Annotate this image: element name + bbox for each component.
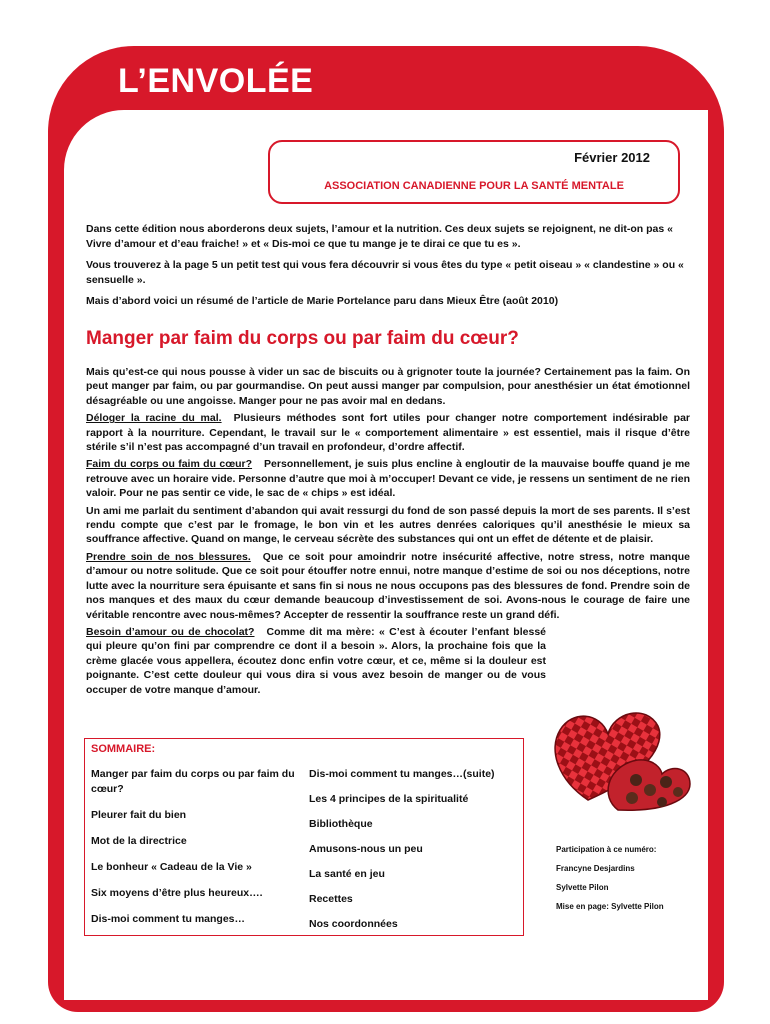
toc-item: Mot de la directrice xyxy=(91,835,187,847)
subheading: Déloger la racine du mal. xyxy=(86,412,222,425)
article-paragraph: Un ami me parlait du sentiment d’abandon qui avait ressurgi du fond de son passé depuis la mort de ses parents. Il s’est rendu compte que c’est par le fromage, le bon vin et les autres denrées caloriques qu’il anesthésie le mieux sa souffrance affective. Quand on mange, le cerveau sécrète des substances qui ont un effet de détente et de plaisir. xyxy=(86,504,690,546)
intro-paragraph: Dans cette édition nous aborderons deux sujets, l’amour et la nutrition. Ces deux sujets se rejoignent, ne dit-on pas « Vivre d’amour et d’eau fraiche! » et « Dis-moi ce que tu mange je te dirai ce que tu es ». xyxy=(86,223,673,250)
toc-left-column xyxy=(91,767,301,938)
newsletter-title: L’ENVOLÉE xyxy=(118,62,314,100)
article-paragraph: Mais qu’est-ce qui nous pousse à vider un sac de biscuits ou à grignoter toute la journée? Certainement pas la faim. On peut manger par faim, ou par gourmandise. On peut aussi manger par compulsion, pour anesthésier un état émotionnel désagréable ou une angoisse. Manger pour ne pas avoir mal en dedans. xyxy=(86,366,690,407)
toc-title: SOMMAIRE: xyxy=(91,743,156,755)
article-body xyxy=(86,365,690,700)
article-paragraph xyxy=(86,411,690,454)
toc-right-column xyxy=(309,767,519,942)
subheading: Prendre soin de nos blessures. xyxy=(86,550,251,563)
toc-item: Recettes xyxy=(309,893,353,905)
article-paragraph xyxy=(86,550,690,622)
toc-item: Bibliothèque xyxy=(309,818,373,830)
article-title: Manger par faim du corps ou par faim du cœur? xyxy=(86,328,519,349)
toc-item: Nos coordonnées xyxy=(309,918,398,930)
credit-name: Sylvette Pilon xyxy=(556,883,609,892)
toc-item: La santé en jeu xyxy=(309,868,385,880)
table-of-contents xyxy=(84,738,524,936)
credit-layout: Mise en page: Sylvette Pilon xyxy=(556,902,664,911)
paragraph-text: Que ce soit pour amoindrir notre insécurité affective, notre stress, notre manque d’amour ou notre solitude. Que ce soit pour étouffer notre ennui, notre manque d’estime de soi ou nos déceptions, notre lutte avec la nourriture sera épuisante et sans fin si nous ne nous occupons pas des blessures de fond. Prendre soin de nos manques et des maux du cœur demande beaucoup d’investissement de soi. Avons-nous le courage de faire une véritable rencontre avec nous-mêmes? Accepter de ressentir la souffrance reste un grand défi. xyxy=(86,550,690,621)
toc-item: Pleurer fait du bien xyxy=(91,809,187,821)
credit-name: Francyne Desjardins xyxy=(556,864,635,873)
chocolate-heart-box-image xyxy=(548,700,694,820)
subheading: Faim du corps ou faim du cœur? xyxy=(86,458,253,471)
paragraph-text: qui vous dira si vous avez besoin de manger ou de vous occuper de votre manque d’amour. xyxy=(86,669,546,696)
paragraph-text: Personnellement, je suis plus encline à engloutir de la mauvaise bouffe quand je me retrouve avec un horaire vide. Personne d’autre que moi à m’occuper! Devant ce vide, je ressens un sentiment de ne rien valoir. Pour ne pas sentir ce vide, le sac de « chips » est idéal. xyxy=(86,458,690,500)
issue-date: Février 2012 xyxy=(574,150,650,165)
paragraph-text: Comme dit ma mère: « C’est à écouter l’enfant blessé qui pleure qu’on fini par comprendre ce dont il a besoin ». Alors, la prochaine fois que la crème glacée vous appellera, écoutez donc enfin votre cœur, et ce, même si la douleur est poignante. C’est cette douleur xyxy=(86,625,546,682)
issue-box xyxy=(268,140,680,204)
toc-item: Dis-moi comment tu manges… xyxy=(91,913,246,925)
credits-heading: Participation à ce numéro: xyxy=(556,845,657,854)
intro-paragraph: Mais d’abord voici un résumé de l’article de Marie Portelance paru dans Mieux Être (août 2010) xyxy=(86,295,559,307)
credits xyxy=(556,844,704,918)
toc-item: Les 4 principes de la spiritualité xyxy=(309,793,469,805)
intro-paragraph: Vous trouverez à la page 5 un petit test qui vous fera découvrir si vous êtes du type « petit oiseau » « clandestine » ou « sensuelle ». xyxy=(86,259,684,286)
association-name: ASSOCIATION CANADIENNE POUR LA SANTÉ MENTALE xyxy=(324,180,624,192)
subheading: Besoin d’amour ou de chocolat? xyxy=(86,625,255,638)
toc-item: Dis-moi comment tu manges…(suite) xyxy=(309,768,495,780)
toc-item: Manger par faim du corps ou par faim du cœur? xyxy=(91,768,295,795)
article-paragraph xyxy=(86,457,690,500)
article-paragraph xyxy=(86,625,546,697)
toc-item: Le bonheur « Cadeau de la Vie » xyxy=(91,861,252,873)
intro xyxy=(86,222,684,315)
toc-item: Amusons-nous un peu xyxy=(309,843,423,855)
paragraph-text: Plusieurs méthodes sont fort utiles pour changer notre comportement indésirable par rapport à la nourriture. Cependant, le travail sur le « comportement alimentaire » est essentiel, mais il risque d’être stérile s’il n’est pas accompagné d’un travail en profondeur, d’ordre affectif. xyxy=(86,412,691,454)
toc-item: Six moyens d’être plus heureux…. xyxy=(91,887,263,899)
